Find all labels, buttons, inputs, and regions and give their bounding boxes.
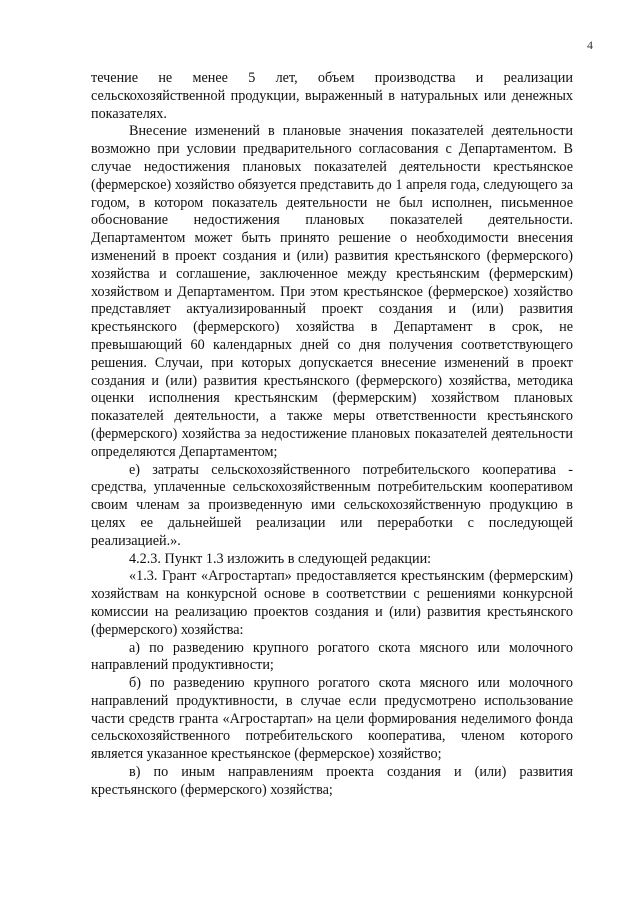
page-number: 4 (587, 38, 593, 52)
paragraph-continuation: течение не менее 5 лет, объем производства и реализации сельскохозяйственной продукции, выраженный в натуральных или денежных показателях. (91, 70, 573, 122)
paragraph-clause-1-3: «1.3. Грант «Агростартап» предоставляется крестьянским (фермерским) хозяйствам на конкурсной основе в соответствии с решениями конкурсной комиссии на реализацию проектов создания и (или) развития крестьянского (фермерского) хозяйства: (91, 568, 573, 638)
list-item-a: а) по разведению крупного рогатого скота мясного или молочного направлений продуктивности; (91, 639, 573, 674)
paragraph-cooperative-costs: е) затраты сельскохозяйственного потребительского кооператива - средства, уплаченные сельскохозяйственным потребительским кооперативом своим членам за произведенную ими сельскохозяйственную продукцию в целях ее дальнейшей реализации или переработки с последующей реализацией.». (91, 461, 573, 549)
list-item-v: в) по иным направлениям проекта создания и (или) развития крестьянского (фермерского) хозяйства; (91, 764, 573, 798)
document-body (91, 70, 573, 800)
paragraph-amendment-header: 4.2.3. Пункт 1.3 изложить в следующей редакции: (129, 550, 432, 567)
list-item-b: б) по разведению крупного рогатого скота мясного или молочного направлений продуктивности, в случае если предусмотрено использование части средств гранта «Агростартап» на цели формирования неделимого фонда сельскохозяйственного потребительского кооператива, членом которого является указанное крестьянское (фермерское) хозяйство; (91, 675, 573, 763)
paragraph-plan-changes: Внесение изменений в плановые значения показателей деятельности возможно при условии предварительного согласования с Департаментом. В случае недостижения плановых показателей деятельности крестьянское (фермерское) хозяйство обязуется представить до 1 апреля года, следующего за годом, в котором показатель деятельности не был исполнен, письменное обоснование недостижения плановых показателей деятельности. Департаментом может быть принято решение о необходимости внесения изменений в проект создания и (или) развития крестьянского (фермерского) хозяйства и соглашение, заключенное между крестьянским (фермерским) хозяйством и Департаментом. При этом крестьянское (фермерское) хозяйство представляет актуализированный проект создания и (или) развития крестьянского (фермерского) хозяйства в Департамент в срок, не превышающий 60 календарных дней со дня получения соответствующего решения. Случаи, при которых допускается внесение изменений в проект создания и (или) развития крестьянского (фермерского) хозяйства, методика оценки исполнения крестьянским (фермерским) хозяйством плановых показателей деятельности, а также меры ответственности крестьянского (фермерского) хозяйства за недостижение плановых показателей деятельности определяются Департаментом; (91, 123, 573, 460)
